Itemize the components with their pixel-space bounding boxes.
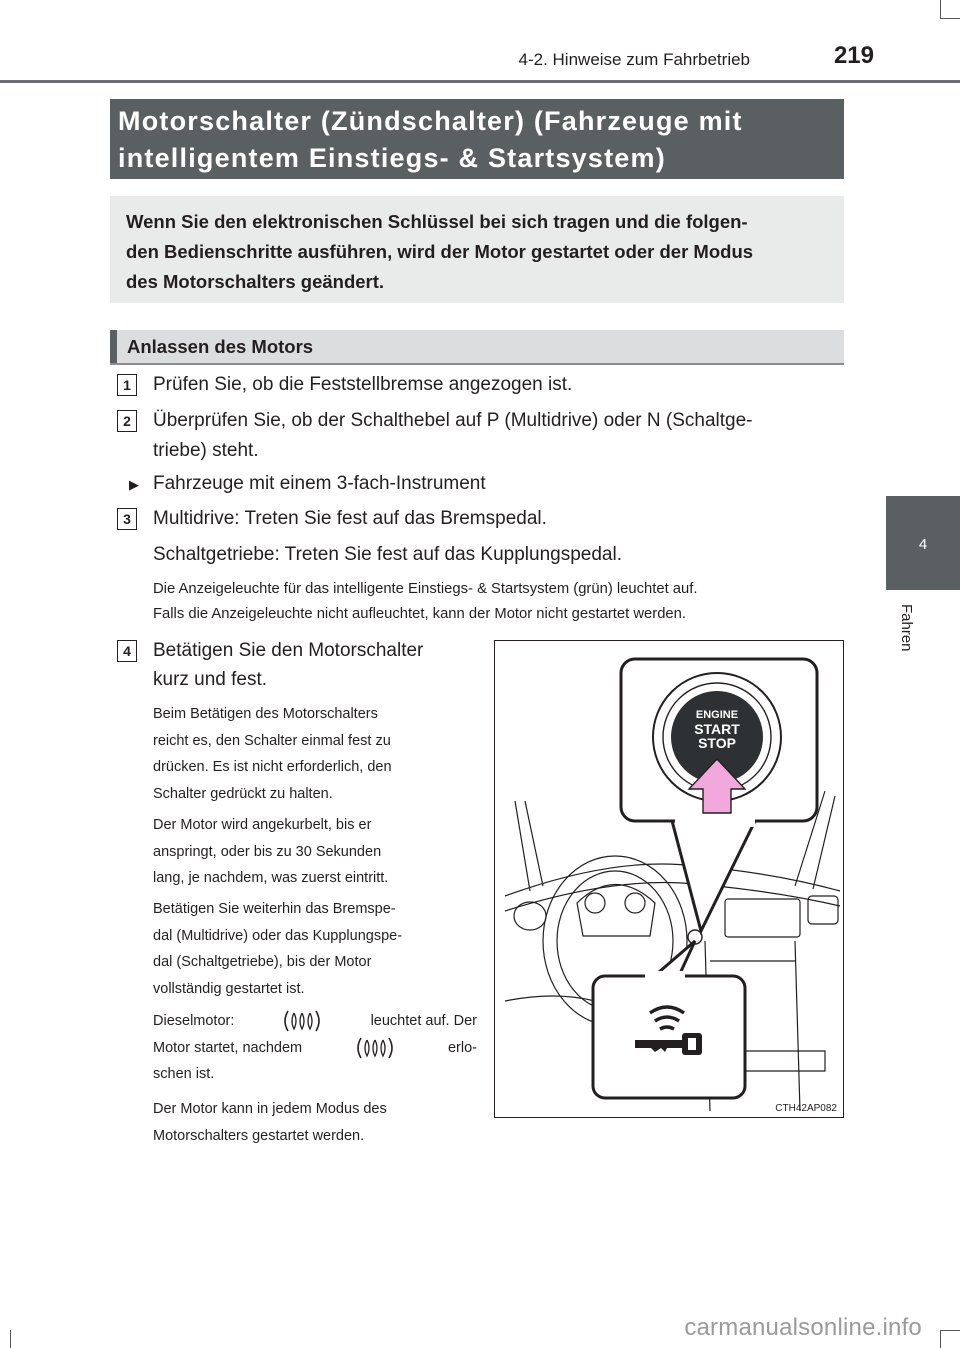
step-1-text: Prüfen Sie, ob die Feststellbremse angezogen ist. [153, 374, 573, 395]
paragraph-line [153, 1035, 477, 1062]
chapter-tab[interactable] [886, 496, 960, 590]
step-2-text: Überprüfen Sie, ob der Schalthebel auf P (Multidrive) oder N (Schaltge- [153, 410, 753, 431]
paragraph-line: anspringt, oder bis zu 30 Sekunden [153, 843, 382, 860]
step-4-paragraph [153, 896, 477, 1002]
crop-mark [10, 1330, 11, 1348]
paragraph-line: Schalter gedrückt zu halten. [153, 785, 333, 802]
step-number-3: 3 [117, 508, 137, 530]
page-number: 219 [833, 42, 874, 69]
header-rule [0, 80, 960, 83]
illustration [494, 640, 844, 1118]
step-3-note: Falls die Anzeigeleuchte nicht aufleuchtet, kann der Motor nicht gestartet werden. [153, 606, 686, 622]
intro-line: den Bedienschritte ausführen, wird der Motor gestartet oder der Modus [126, 241, 754, 262]
glow-plug-indicator-icon [279, 1008, 325, 1034]
condition-arrow-icon: ▶ [129, 477, 139, 492]
paragraph-line: Motorschalters gestartet werden. [153, 1127, 365, 1144]
header-section-title: 4-2. Hinweise zum Fahrbetrieb [518, 50, 750, 69]
page-header [0, 0, 960, 90]
crop-mark [940, 1330, 960, 1331]
engine-button-label-line: START [694, 721, 740, 737]
paragraph-line [153, 1008, 477, 1035]
engine-button-label [671, 708, 763, 750]
key-callout [593, 976, 745, 1098]
diesel-text: Dieselmotor: [153, 1013, 235, 1029]
step-2-text: triebe) steht. [153, 440, 259, 461]
section-title-line: intelligentem Einstiegs- & Startsystem) [118, 143, 666, 173]
section-title [110, 99, 844, 179]
paragraph-line: dal (Multidrive) oder das Kupplungspe- [153, 927, 403, 944]
paragraph-line: dal (Schaltgetriebe), bis der Motor [153, 954, 372, 970]
chapter-tab-label: Fahren [898, 604, 915, 652]
paragraph-line: Betätigen Sie weiterhin das Bremspe- [153, 901, 396, 917]
glow-plug-indicator-icon [352, 1035, 398, 1061]
engine-button-label-line: ENGINE [695, 709, 739, 721]
step-4-paragraph [153, 1096, 477, 1149]
paragraph-line: Der Motor kann in jedem Modus des [153, 1101, 387, 1117]
watermark: carmanualsonline.info [684, 1314, 922, 1341]
paragraph-line: lang, je nachdem, was zuerst eintritt. [153, 870, 389, 886]
step-4-text: kurz und fest. [153, 669, 268, 690]
step-3-note: Die Anzeigeleuchte für das intelligente Einstiegs- & Startsystem (grün) leuchtet auf. [153, 581, 698, 597]
intro-line: Wenn Sie den elektronischen Schlüssel bei sich tragen und die folgen- [126, 211, 748, 232]
paragraph-line: schen ist. [153, 1066, 215, 1082]
step-4-text: Betätigen Sie den Motorschalter [153, 640, 424, 661]
diesel-text: erlo- [447, 1039, 477, 1056]
diesel-text: leuchtet auf. Der [370, 1013, 477, 1029]
dashboard-illustration [495, 641, 844, 1118]
subheading-rule [110, 363, 844, 365]
step-3-text: Schaltgetriebe: Treten Sie fest auf das Kupplungspedal. [153, 544, 622, 565]
engine-button-label-line: STOP [698, 735, 736, 751]
step-4-paragraph [153, 812, 477, 892]
step-number-1: 1 [117, 374, 137, 396]
step-number-2: 2 [117, 410, 137, 432]
condition-text: Fahrzeuge mit einem 3-fach-Instrument [153, 473, 486, 494]
paragraph-line: drücken. Es ist nicht erforderlich, den [153, 759, 392, 775]
diesel-paragraph [153, 1008, 477, 1088]
diesel-text: Motor startet, nachdem [153, 1039, 303, 1056]
chapter-tab-number: 4 [918, 536, 928, 553]
paragraph-line: Beim Betätigen des Motorschalters [153, 706, 378, 722]
paragraph-line: Der Motor wird angekurbelt, bis er [153, 817, 372, 833]
intro-line: des Motorschalters geändert. [126, 271, 385, 292]
crop-mark [940, 1330, 941, 1348]
section-title-line: Motorschalter (Zündschalter) (Fahrzeuge mit [118, 106, 743, 136]
step-number-4: 4 [117, 640, 137, 662]
step-4-paragraph [153, 701, 477, 807]
subheading: Anlassen des Motors [110, 330, 844, 363]
illustration-code: CTH42AP082 [775, 1103, 837, 1114]
paragraph-line: reicht es, den Schalter einmal fest zu [153, 732, 391, 749]
step-3-text: Multidrive: Treten Sie fest auf das Bremspedal. [153, 508, 547, 529]
paragraph-line: vollständig gestartet ist. [153, 980, 305, 997]
intro-box [110, 196, 844, 303]
